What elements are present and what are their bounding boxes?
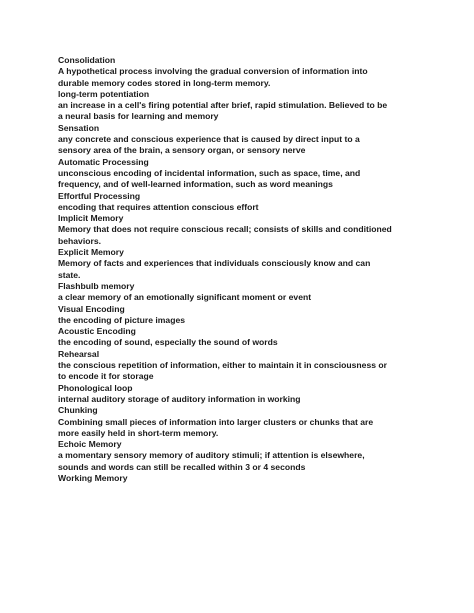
definition-line: sensory area of the brain, a sensory organ, or sensory nerve: [58, 145, 306, 156]
flashcard-list: [58, 55, 418, 484]
definition-line: a momentary sensory memory of auditory stimuli; if attention is elsewhere,: [58, 450, 365, 461]
term-heading: Echoic Memory: [58, 439, 122, 450]
term-heading: Consolidation: [58, 55, 116, 65]
definition-line: encoding that requires attention conscious effort: [58, 201, 259, 212]
term-heading: Implicit Memory: [58, 213, 124, 224]
definition-line: the encoding of picture images: [58, 314, 186, 325]
term-heading: Phonological loop: [58, 382, 133, 393]
definition-line: A hypothetical process involving the gradual conversion of information into: [58, 66, 368, 77]
term-heading: long-term potentiation: [58, 88, 150, 99]
term-heading: Automatic Processing: [58, 156, 149, 167]
definition-line: internal auditory storage of auditory information in working: [58, 393, 301, 404]
definition-line: the encoding of sound, especially the sound of words: [58, 337, 278, 348]
definition-line: the conscious repetition of information, either to maintain it in consciousness or: [58, 360, 387, 371]
term-heading: Rehearsal: [58, 348, 100, 359]
definition-line: Combining small pieces of information into larger clusters or chunks that are: [58, 416, 374, 427]
definition-line: unconscious encoding of incidental information, such as space, time, and: [58, 167, 361, 178]
term-heading: Acoustic Encoding: [58, 326, 136, 337]
definition-line: durable memory codes stored in long-term memory.: [58, 77, 271, 88]
definition-line: Memory that does not require conscious recall; consists of skills and conditioned: [58, 224, 392, 235]
term-heading: Explicit Memory: [58, 247, 124, 258]
term-heading: Visual Encoding: [58, 303, 125, 314]
definition-line: any concrete and conscious experience that is caused by direct input to a: [58, 134, 360, 145]
definition-line: an increase in a cell's firing potential after brief, rapid stimulation. Believed to be: [58, 100, 388, 111]
term-heading: Effortful Processing: [58, 190, 141, 201]
definition-line: sounds and words can still be recalled within 3 or 4 seconds: [58, 461, 306, 472]
definition-line: behaviors.: [58, 235, 101, 246]
definition-line: frequency, and of well-learned information, such as word meanings: [58, 179, 333, 190]
term-heading: Working Memory: [58, 472, 128, 483]
term-heading: Chunking: [58, 405, 98, 416]
definition-line: to encode it for storage: [58, 371, 154, 382]
definition-line: Memory of facts and experiences that individuals consciously know and can: [58, 258, 371, 269]
term-heading: Flashbulb memory: [58, 280, 135, 291]
definition-line: state.: [58, 269, 81, 280]
definition-line: a clear memory of an emotionally significant moment or event: [58, 292, 312, 303]
definition-line: more easily held in short-term memory.: [58, 427, 219, 438]
definition-line: a neural basis for learning and memory: [58, 111, 219, 122]
term-heading: Sensation: [58, 122, 100, 133]
